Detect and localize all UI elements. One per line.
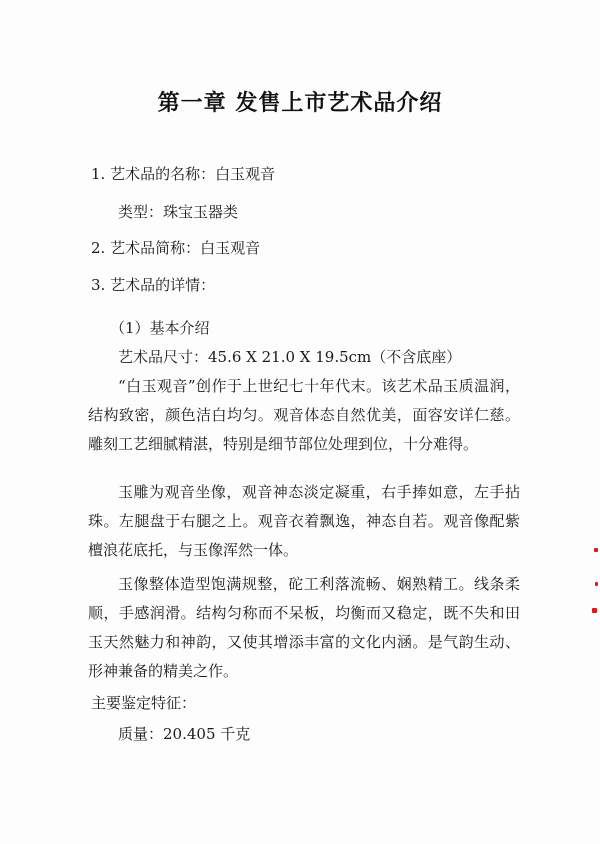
paragraph-sculpture: 玉雕为观音坐像，观音神态淡定凝重，右手捧如意，左手拈珠。左腿盘于右腿之上。观音衣着飘逸，神态自若。观音像配紫檀浪花底托，与玉像浑然一体。	[88, 483, 520, 559]
features-heading: 主要鉴定特征：	[91, 694, 197, 712]
item-1-name: 1. 艺术品的名称：白玉观音	[91, 165, 276, 183]
artwork-size: 艺术品尺寸：45.6 X 21.0 X 19.5cm（不含底座）	[118, 348, 462, 366]
basic-intro-heading: （1）基本介绍	[110, 319, 210, 337]
paragraph-creation: “白玉观音”创作于上世纪七十年代末。该艺术品玉质温润，结构致密，颜色洁白均匀。观音体态自然优美，面容安详仁慈。雕刻工艺细腻精湛，特别是细节部位处理到位，十分难得。	[88, 377, 520, 453]
weight-value: 质量：20.405 千克	[118, 725, 251, 743]
item-3-details: 3. 艺术品的详情：	[91, 276, 216, 294]
scan-mark	[592, 608, 597, 613]
paragraph-craft: 玉像整体造型饱满规整，砣工利落流畅、娴熟精工。线条柔顺，手感润滑。结构匀称而不呆板，均衡而又稳定，既不失和田玉天然魅力和神韵，又使其增添丰富的文化内涵。是气韵生动、形神兼备的精美之作。	[88, 575, 520, 680]
scan-mark	[595, 582, 598, 586]
scan-mark	[594, 548, 598, 552]
item-1-type: 类型：珠宝玉器类	[118, 203, 239, 221]
item-2-short-name: 2. 艺术品简称：白玉观音	[91, 239, 261, 257]
chapter-title: 第一章 发售上市艺术品介绍	[157, 90, 443, 116]
